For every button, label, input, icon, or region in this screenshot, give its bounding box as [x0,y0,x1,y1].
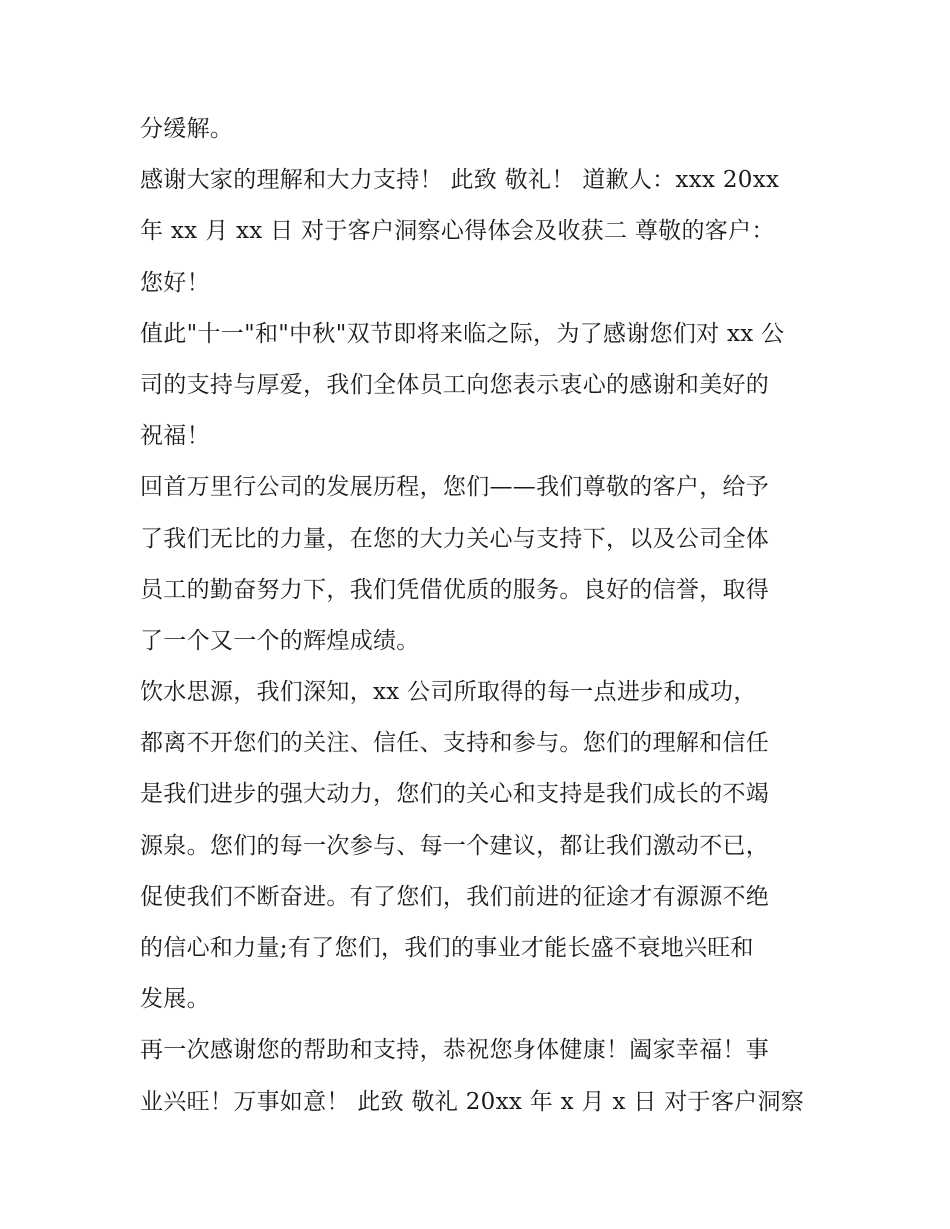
text-line: 的信心和力量;有了您们，我们的事业才能长盛不衰地兴旺和 [140,935,754,961]
text-line: 年 xx 月 xx 日 对于客户洞察心得体会及收获二 尊敬的客户： [140,218,775,245]
text-line: 是我们进步的强大动力，您们的关心和支持是我们成长的不竭 [140,781,770,808]
text-line: 发展。 [140,986,210,1013]
text-line: 员工的勤奋努力下，我们凭借优质的服务。良好的信誉，取得 [140,576,770,603]
text-line: 祝福！ [140,423,210,450]
text-line: 值此"十一"和"中秋"双节即将来临之际，为了感谢您们对 xx 公 [140,320,785,347]
text-line: 都离不开您们的关注、信任、支持和参与。您们的理解和信任 [140,730,770,757]
document-body [140,104,820,1128]
text-line: 分缓解。 [140,116,234,142]
text-line: 业兴旺！万事如意！ 此致 敬礼 20xx 年 x 月 x 日 对于客户洞察 [140,1088,805,1115]
text-line: 源泉。您们的每一次参与、每一个建议，都让我们激动不已， [140,832,770,859]
text-line: 饮水思源，我们深知，xx 公司所取得的每一点进步和成功， [140,679,757,706]
text-line: 回首万里行公司的发展历程，您们——我们尊敬的客户，给予 [140,474,770,501]
text-line: 司的支持与厚爱，我们全体员工向您表示衷心的感谢和美好的 [140,371,770,398]
text-line: 了一个又一个的辉煌成绩。 [140,627,420,654]
text-line: 您好！ [140,269,210,296]
text-line: 了我们无比的力量，在您的大力关心与支持下，以及公司全体 [140,525,770,552]
text-line: 感谢大家的理解和大力支持！ 此致 敬礼！ 道歉人：xxx 20xx [140,167,780,194]
text-line: 促使我们不断奋进。有了您们，我们前进的征途才有源源不绝 [140,883,770,910]
text-line: 再一次感谢您的帮助和支持，恭祝您身体健康！阖家幸福！事 [140,1037,770,1064]
